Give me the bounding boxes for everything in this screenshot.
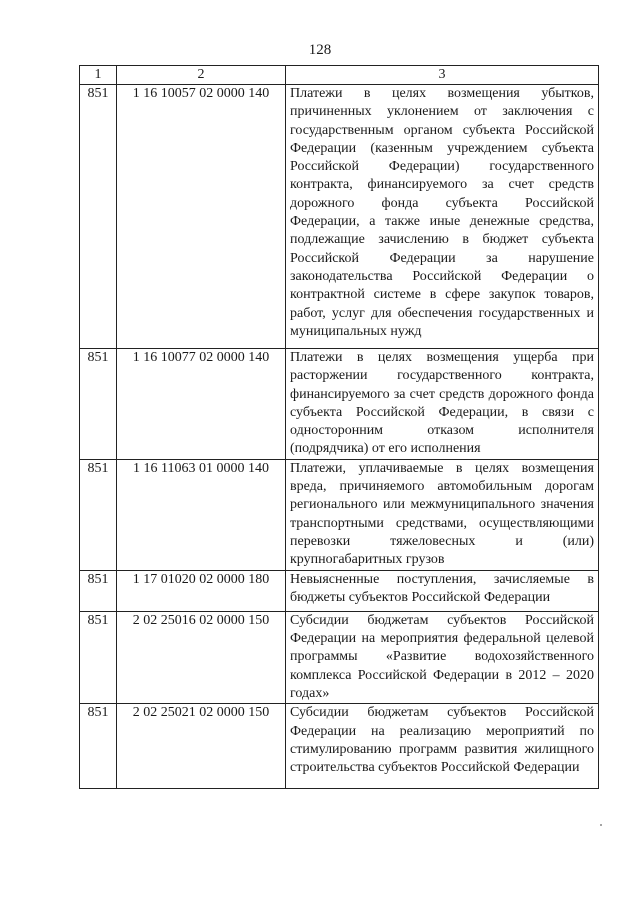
description-cell: Невыясненные поступления, зачисляемые в бюджеты субъектов Российской Федерации — [286, 570, 599, 611]
description-cell: Платежи, уплачиваемые в целях возмещения вреда, причиняемого автомобильным дорогам регионального или межмуниципального значения транспортными средствами, осуществляющими перевозки тяжеловесных и (или) крупногабаритных грузов — [286, 459, 599, 570]
description-cell: Субсидии бюджетам субъектов Российской Федерации на мероприятия федеральной целевой программы «Развитие водохозяйственного комплекса Российской Федерации в 2012 – 2020 годах» — [286, 611, 599, 703]
table-row — [80, 704, 599, 789]
kbk-code-cell: 1 16 10057 02 0000 140 — [117, 85, 286, 349]
admin-code-cell: 851 — [80, 570, 117, 611]
description-cell: Платежи в целях возмещения убытков, причиненных уклонением от заключения с государственным органом субъекта Российской Федерации (казенным учреждением субъекта Российской Федерации) государственного контракта, финансируемого за счет средств дорожного фонда субъекта Российской Федерации, а также иные денежные средства, подлежащие зачислению в бюджет субъекта Российской Федерации за нарушение законодательства Российской Федерации о контрактной системе в сфере закупок товаров, работ, услуг для обеспечения государственных и муниципальных нужд — [286, 85, 599, 349]
table-row — [80, 611, 599, 703]
kbk-code-cell: 1 17 01020 02 0000 180 — [117, 570, 286, 611]
page-number: 128 — [308, 42, 332, 58]
kbk-code-cell: 1 16 10077 02 0000 140 — [117, 349, 286, 460]
kbk-code-cell: 2 02 25021 02 0000 150 — [117, 704, 286, 789]
table-header — [80, 66, 599, 85]
description-cell: Платежи в целях возмещения ущерба при расторжении государственного контракта, финансируемого за счет средств дорожного фонда субъекта Российской Федерации, в связи с односторонним отказом исполнителя (подрядчика) от его исполнения — [286, 349, 599, 460]
income-codes-table — [79, 65, 599, 789]
header-row — [80, 66, 599, 85]
table-body — [80, 85, 599, 789]
table-row — [80, 349, 599, 460]
table-row — [80, 85, 599, 349]
admin-code-cell: 851 — [80, 85, 117, 349]
scan-speck — [600, 824, 602, 826]
kbk-code-cell: 2 02 25016 02 0000 150 — [117, 611, 286, 703]
header-col-3: 3 — [286, 66, 599, 85]
header-col-2: 2 — [117, 66, 286, 85]
admin-code-cell: 851 — [80, 704, 117, 789]
table-row — [80, 570, 599, 611]
header-col-1: 1 — [80, 66, 117, 85]
admin-code-cell: 851 — [80, 349, 117, 460]
admin-code-cell: 851 — [80, 459, 117, 570]
admin-code-cell: 851 — [80, 611, 117, 703]
kbk-code-cell: 1 16 11063 01 0000 140 — [117, 459, 286, 570]
description-cell: Субсидии бюджетам субъектов Российской Федерации на реализацию мероприятий по стимулированию программ развития жилищного строительства субъектов Российской Федерации — [286, 704, 599, 789]
table-row — [80, 459, 599, 570]
